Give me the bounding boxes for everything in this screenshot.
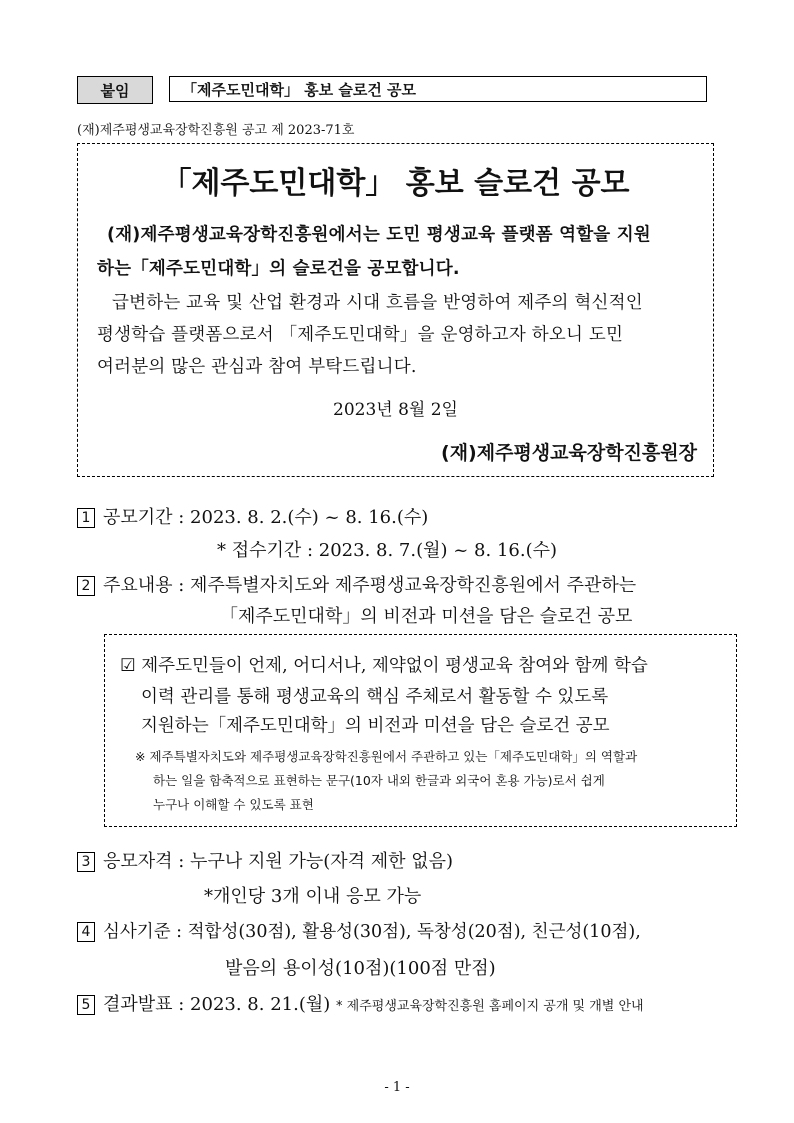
item-text: 결과발표 : 2023. 8. 21.(월) <box>103 994 331 1015</box>
item-number: 4 <box>77 922 95 942</box>
note-mark: ※ <box>135 749 146 764</box>
item-number: 1 <box>77 508 95 528</box>
detail-note-line-2: 하는 일을 함축적으로 표현하는 문구(10자 내외 한글과 외국어 혼용 가능)로서 쉽게 <box>153 773 605 788</box>
detail-text: 제주도민들이 언제, 어디서나, 제약없이 평생교육 참여와 함께 학습 <box>141 656 648 676</box>
item-text: 응모자격 : 누구나 지원 가능(자격 제한 없음) <box>103 851 454 872</box>
checkbox-icon: ☑ <box>120 656 136 676</box>
notice-number: (재)제주평생교육장학진흥원 공고 제 2023-71호 <box>77 123 355 138</box>
detail-note-line-3: 누구나 이해할 수 있도록 표현 <box>153 797 314 812</box>
page-number: - 1 - <box>384 1080 410 1095</box>
item-criteria-sub: 발음의 용이성(10점)(100점 만점) <box>225 958 496 979</box>
body-line-1: 급변하는 교육 및 산업 환경과 시대 흐름을 반영하여 제주의 혁신적인 <box>112 293 643 313</box>
item-text: 심사기준 : 적합성(30점), 활용성(30점), 독창성(20점), 친근성(10점), <box>103 922 641 942</box>
announcement-date: 2023년 8월 2일 <box>333 400 458 420</box>
item-eligibility-sub: *개인당 3개 이내 응모 가능 <box>204 886 422 907</box>
organization-name: (재)제주평생교육장학진흥원장 <box>441 442 697 464</box>
announcement-title: 「제주도민대학」 홍보 슬로건 공모 <box>161 166 630 201</box>
attachment-label: 붙임 <box>77 76 153 104</box>
item-number: 2 <box>77 576 95 596</box>
item-number: 5 <box>77 995 95 1015</box>
item-criteria <box>77 918 641 943</box>
item-text: 공모기간 : 2023. 8. 2.(수) ~ 8. 16.(수) <box>103 507 429 528</box>
item-text: 주요내용 : 제주특별자치도와 제주평생교육장학진흥원에서 주관하는 <box>103 575 637 596</box>
item-result-note: * 제주평생교육장학진흥원 홈페이지 공개 및 개별 안내 <box>336 999 644 1014</box>
item-content <box>77 571 636 597</box>
lead-line-2: 하는「제주도민대학」의 슬로건을 공모합니다. <box>97 259 460 279</box>
body-line-2: 평생학습 플랫폼으로서 「제주도민대학」을 운영하고자 하오니 도민 <box>97 325 624 345</box>
body-line-3: 여러분의 많은 관심과 참여 부탁드립니다. <box>97 357 417 377</box>
detail-line-1 <box>120 652 648 677</box>
detail-line-2: 이력 관리를 통해 평생교육의 핵심 주체로서 활동할 수 있도록 <box>141 687 609 707</box>
note-text: 제주특별자치도와 제주평생교육장학진흥원에서 주관하고 있는「제주도민대학」의 역할과 <box>149 749 638 764</box>
item-content-sub: 「제주도민대학」의 비전과 미션을 담은 슬로건 공모 <box>220 606 633 627</box>
item-period <box>77 503 428 529</box>
attachment-title: 「제주도민대학」 홍보 슬로건 공모 <box>169 76 707 102</box>
item-number: 3 <box>77 852 95 872</box>
item-period-sub: * 접수기간 : 2023. 8. 7.(월) ~ 8. 16.(수) <box>217 540 558 561</box>
item-result <box>77 990 644 1016</box>
detail-note-line-1 <box>135 747 637 765</box>
item-eligibility <box>77 847 453 873</box>
detail-line-3: 지원하는「제주도민대학」의 비전과 미션을 담은 슬로건 공모 <box>141 716 610 736</box>
lead-line-1: (재)제주평생교육장학진흥원에서는 도민 평생교육 플랫폼 역할을 지원 <box>107 225 651 245</box>
